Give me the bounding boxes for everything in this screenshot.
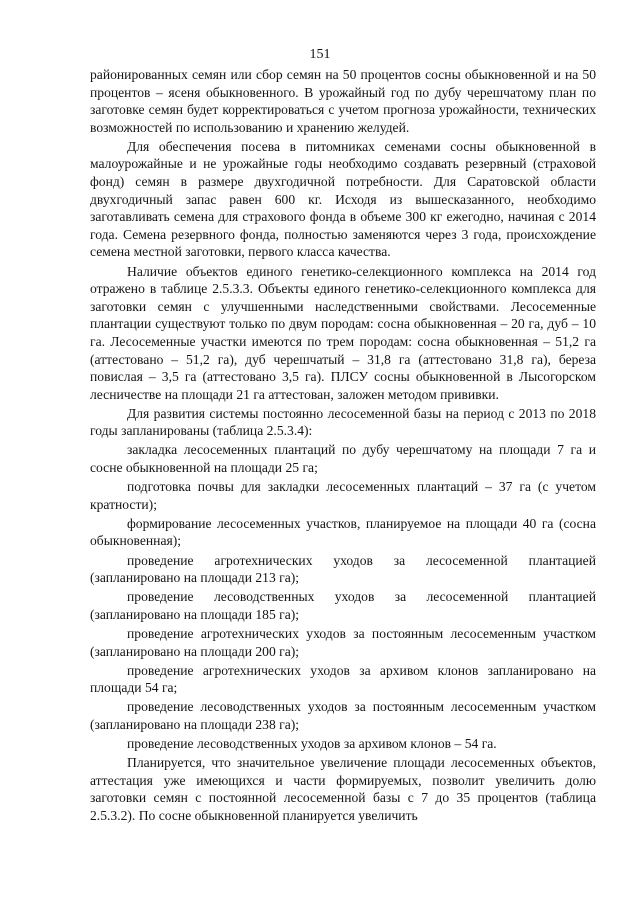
body-text [90, 66, 596, 824]
list-item: проведение лесоводственных уходов за постоянным лесосеменным участком (запланировано на площади 238 га); [90, 699, 596, 732]
paragraph: Планируется, что значительное увеличение площади лесосеменных объектов, аттестация уже имеющихся и части формируемых, позволит увеличить долю заготовки семян с постоянной лесосеменной базы с 7 до 35 процентов (таблица 2.5.3.2). По сосне обыкновенной планируется увеличить [90, 755, 596, 823]
list-item: проведение агротехнических уходов за архивом клонов запланировано на площади 54 га; [90, 662, 596, 696]
paragraph: Для развития системы постоянно лесосеменной базы на период с 2013 по 2018 годы запланированы (таблица 2.5.3.4): [90, 405, 596, 439]
list-item: проведение агротехнических уходов за лесосеменной плантацией (запланировано на площади 213 га); [90, 552, 596, 586]
list-item: проведение лесоводственных уходов за архивом клонов – 54 га. [127, 735, 497, 751]
paragraph: Для обеспечения посева в питомниках семенами сосны обыкновенной в малоурожайные и не урожайные годы необходимо создавать резервный (страховой фонд) семян в размере двухгодичной потребности. Для Саратовской области двухгодичный запас равен 600 кг. Исходя из вышесказанного, необходимо заготавливать семена для страхового фонда в объеме 300 кг ежегодно, начиная с 2014 года. Семена резервного фонда, полностью заменяются через 3 года, происхождение семена местной заготовки, первого класса качества. [90, 138, 596, 260]
list-item: проведение агротехнических уходов за постоянным лесосеменным участком (запланировано на площади 200 га); [90, 625, 596, 659]
paragraph: Наличие объектов единого генетико-селекционного комплекса на 2014 год отражено в таблице 2.5.3.3. Объекты единого генетико-селекционного комплекса для заготовки семян с улучшенными наследственными свойствами. Лесосеменные плантации существуют только по двум породам: сосна обыкновенная – 20 га, дуб – 10 га. Лесосеменные участки имеются по трем породам: сосна обыкновенная – 51,2 га (аттестовано – 51,2 га), дуб черешчатый – 31,8 га (аттестовано 31,8 га), береза повислая – 3,5 га (аттестовано 3,5 га). ПЛСУ сосны обыкновенной в Лысогорском лесничестве на площади 21 га аттестован, заложен методом прививки. [90, 263, 596, 402]
list-item: закладка лесосеменных плантаций по дубу черешчатому на площади 7 га и сосне обыкновенной на площади 25 га; [90, 442, 596, 476]
list-item: формирование лесосеменных участков, планируемое на площади 40 га (сосна обыкновенная); [90, 515, 596, 549]
list-item: подготовка почвы для закладки лесосеменных плантаций – 37 га (с учетом кратности); [90, 479, 596, 512]
list-item: проведение лесоводственных уходов за лесосеменной плантацией (запланировано на площади 185 га); [90, 589, 596, 622]
paragraph: районированных семян или сбор семян на 50 процентов сосны обыкновенной и на 50 процентов – ясеня обыкновенного. В урожайный год по дубу черешчатому план по заготовке семян будет корректироваться с учетом прогноза урожайности, технических возможностей по использованию и хранению желудей. [90, 67, 596, 135]
page-number: 151 [309, 47, 331, 62]
